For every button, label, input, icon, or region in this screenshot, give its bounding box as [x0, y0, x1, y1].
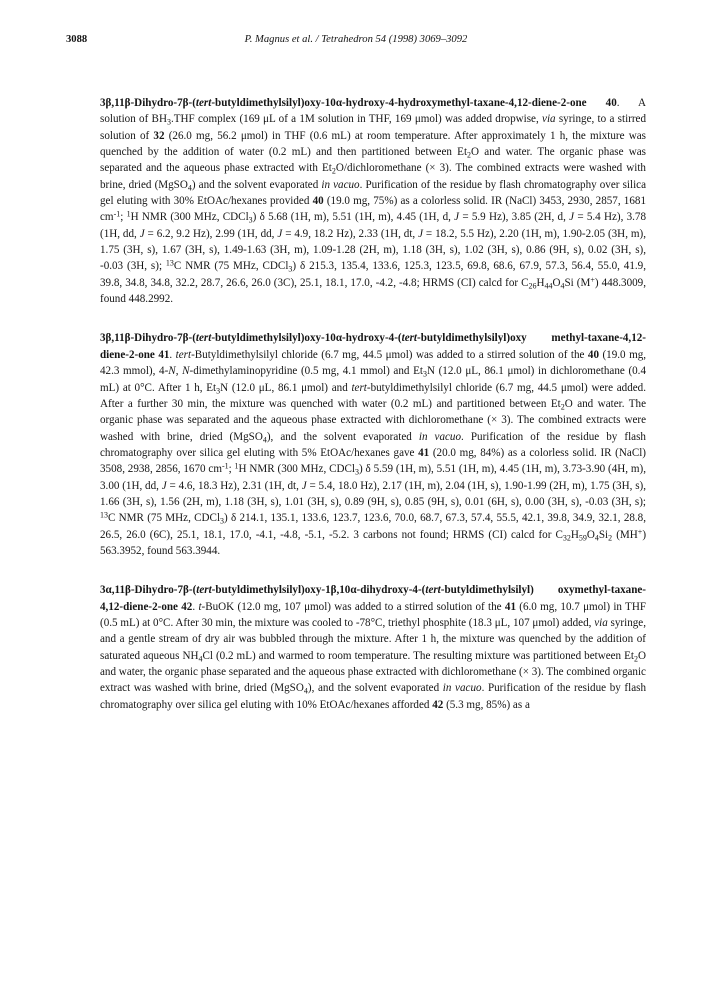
experimental-paragraph-compound-40: 3β,11β-Dihydro-7β-(tert-butyldimethylsilyl)oxy-10α-hydroxy-4-hydroxymethyl-taxane-4,12-diene-2-one 40. A solution of $BH_3.THF$ complex (169 μL of a 1M solution in THF, 169 μmol) was added dropwise, via syringe, to a stirred solution of 32 (26.0 mg, 56.2 μmol) in THF (0.6 mL) at room temperature. After approximately 1 h, the mixture was quenched by the addition of water (0.2 mL) and then partitioned between $Et_2O$ and water. The organic phase was separated and the aqueous phase extracted with $Et_2O$/dichloromethane (× 3). The combined extracts were washed with brine, dried (MgSO$_4$) and the solvent evaporated in vacuo. Purification of the residue by flash chromatography over silica gel eluting with 30% EtOAc/hexanes provided 40 (19.0 mg, 75%) as a colorless solid. IR (NaCl) 3453, 2930, 2857, 1681 $cm^{-1}$; $^1$H NMR (300 MHz, CDCl$_3$) δ 5.68 (1H, m), 5.51 (1H, m), 4.45 (1H, d, J = 5.9 Hz), 3.85 (2H, d, J = 5.4 Hz), 3.78 (1H, dd, J = 6.2, 9.2 Hz), 2.99 (1H, dd, J = 4.9, 18.2 Hz), 2.33 (1H, dt, J = 18.2, 5.5 Hz), 2.20 (1H, m), 1.90-2.05 (3H, m), 1.75 (3H, s), 1.67 (3H, s), 1.49-1.63 (3H, m), 1.09-1.28 (2H, m), 1.18 (3H, s), 1.02 (3H, s), 0.86 (9H, s), 0.02 (3H, s), -0.03 (3H, s); $^{13}$C NMR (75 MHz, CDCl$_3$) δ 215.3, 135.4, 133.6, 125.3, 123.5, 69.8, 68.6, 67.9, 57.3, 56.4, 55.0, 41.9, 39.8, 34.8, 34.8, 32.2, 28.7, 26.6, 26.0 (3C), 25.1, 18.1, 17.0, -4.2, -4.8; HRMS (CI) calcd for $C_{26}H_{44}O_4Si$ (M+) 448.3009, found 448.2992.: [100, 97, 647, 306]
article-body: [100, 95, 646, 736]
page-number: 3088: [66, 34, 88, 45]
experimental-paragraph-compound-41: 3β,11β-Dihydro-7β-(tert-butyldimethylsilyl)oxy-10α-hydroxy-4-(tert-butyldimethylsilyl)oxy methyl-taxane-4,12-diene-2-one 41. tert-Butyldimethylsilyl chloride (6.7 mg, 44.5 μmol) was added to a stirred solution of the 40 (19.0 mg, 42.3 mmol), 4-N, N-dimethylaminopyridine (0.5 mg, 4.1 mmol) and $Et_3N$ (12.0 μL, 86.1 μmol) in dichloromethane (0.4 mL) at 0°C. After 1 h, $Et_3N$ (12.0 μL, 86.1 μmol) and tert-butyldimethylsilyl chloride (6.7 mg, 44.5 μmol) were added. After a further 30 min, the mixture was quenched with water (0.2 mL) and partitioned between $Et_2O$ and water. The organic phase was separated and the aqueous phase extracted with dichloromethane (× 3). The combined extracts were washed with brine, dried (MgSO$_4$), and the solvent evaporated in vacuo. Purification of the residue by flash chromatography over silica gel eluting with 5% EtOAc/hexanes gave 41 (20.0 mg, 84%) as a colorless solid. IR (NaCl) 3508, 2938, 2856, 1670 $cm^{-1}$; $^1$H NMR (300 MHz, CDCl$_3$) δ 5.59 (1H, m), 5.51 (1H, m), 4.45 (1H, m), 3.73-3.90 (4H, m), 3.00 (1H, dd, J = 4.6, 18.3 Hz), 2.31 (1H, dt, J = 5.4, 18.0 Hz), 2.17 (1H, m), 2.04 (1H, s), 1.90-1.99 (2H, m), 1.75 (3H, s), 1.66 (3H, s), 1.56 (2H, m), 1.18 (3H, s), 1.01 (3H, s), 0.89 (9H, s), 0.85 (9H, s), 0.01 (6H, s), 0.00 (3H, s), -0.03 (3H, s); $^{13}$C NMR (75 MHz, CDCl$_3$) δ 214.1, 135.1, 133.6, 123.7, 123.6, 70.0, 68.7, 67.3, 57.4, 55.5, 42.1, 39.8, 34.9, 32.1, 28.8, 26.5, 26.0 (6C), 25.1, 18.1, 17.0, -4.1, -4.8, -5.1, -5.2. 3 carbons not found; HRMS (CI) calcd for $C_{32}H_{59}O_4Si_2$ (MH+) 563.3952, found 563.3944.: [100, 332, 647, 557]
running-head: P. Magnus et al. / Tetrahedron 54 (1998) 3069–3092: [244, 34, 468, 45]
experimental-paragraph-compound-42: 3α,11β-Dihydro-7β-(tert-butyldimethylsilyl)oxy-1β,10α-dihydroxy-4-(tert-butyldimethylsilyl) oxymethyl-taxane-4,12-diene-2-one 42. t-BuOK (12.0 mg, 107 μmol) was added to a stirred solution of the 41 (6.0 mg, 10.7 μmol) in THF (0.5 mL) at 0°C. After 30 min, the mixture was cooled to -78°C, triethyl phosphite (18.3 μL, 107 μmol) added, via syringe, and a gentle stream of dry air was bubbled through the mixture. After 1 h, the mixture was quenched by the addition of saturated aqueous $NH_4Cl$ (0.2 mL) and warmed to room temperature. The resulting mixture was partitioned between $Et_2O$ and water, the organic phase separated and the aqueous phase extracted with dichloromethane (× 3). The combined organic extract was washed with brine, dried (MgSO$_4$), and the solvent evaporated in vacuo. Purification of the residue by flash chromatography over silica gel eluting with 10% EtOAc/hexanes afforded 42 (5.3 mg, 85%) as a: [100, 584, 647, 711]
page-header: [66, 33, 646, 47]
